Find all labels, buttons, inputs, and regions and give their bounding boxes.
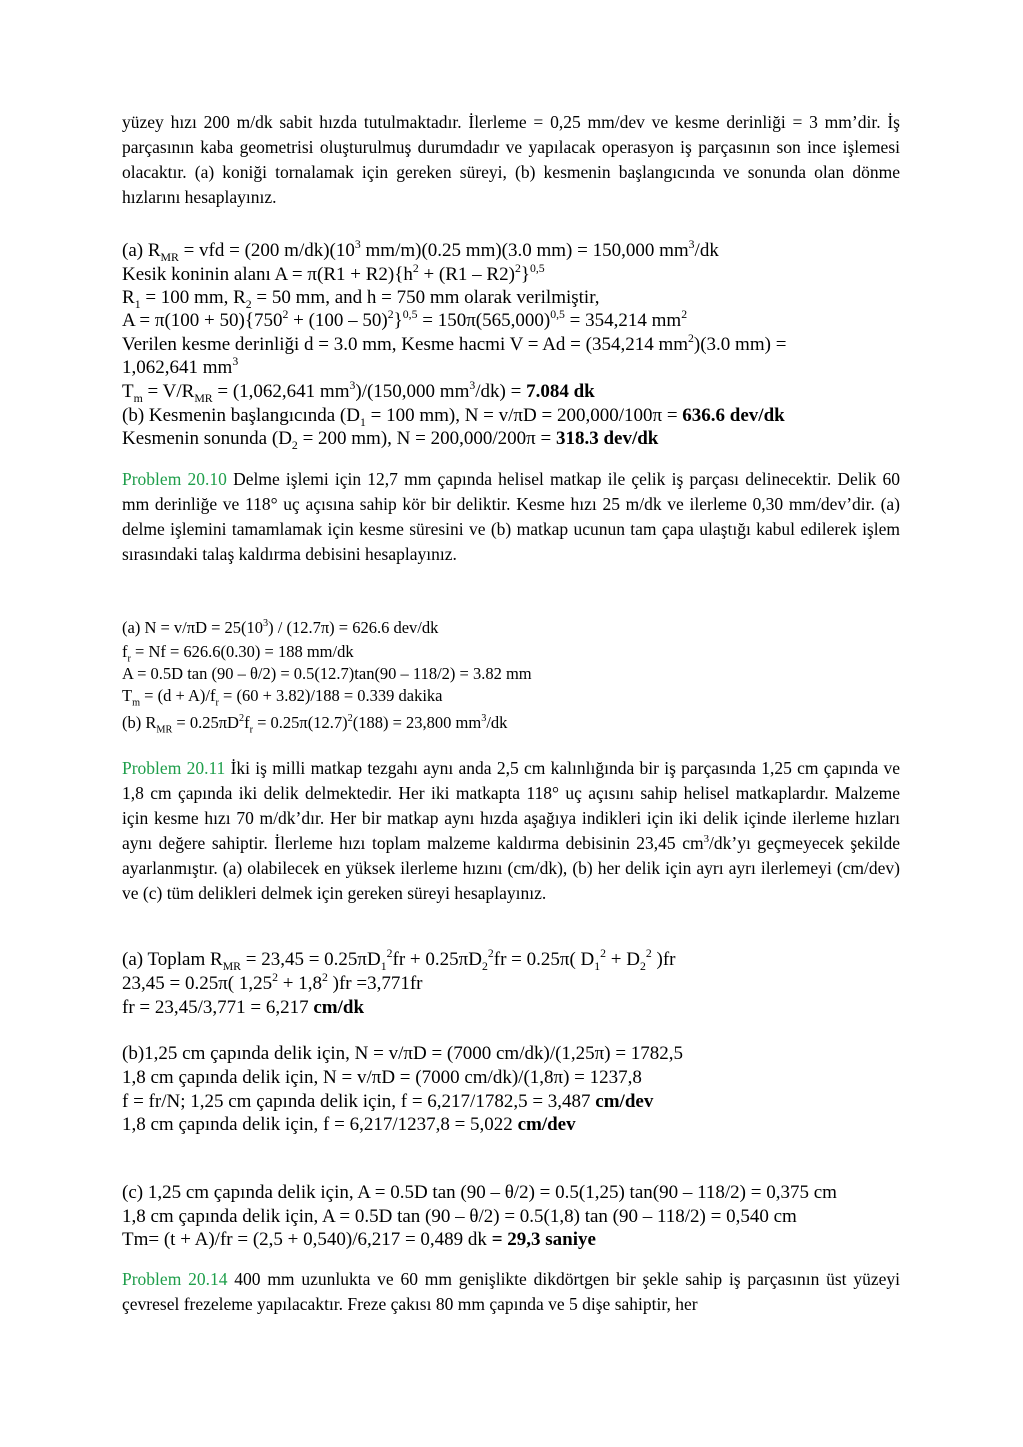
solution-a-line-2: Kesik koninin alanı $A = \pi(R1 + R2)\{h^2 + (R1 - R2)^2\}^{0,5}$: [122, 262, 545, 285]
p2011-b-line-3: f = fr/N; 1,25 cm çapında delik için, f = 6,217/1782,5 = 3,487 cm/dev: [122, 1091, 654, 1112]
p2011-c-line-3: Tm= (t + A)/fr = (2,5 + 0,540)/6,217 = 0,489 dk = 29,3 saniye: [122, 1229, 596, 1250]
p2010-solution-line-5: (b) $R_{MR} = 0.25\pi D^2f_r = 0.25\pi(12.7)^2(188) = 23,800$ $mm^3/dk$: [122, 713, 508, 736]
solution-b-line-1: (b) Kesmenin başlangıcında ($D_1 = 100$ mm), N = v/πD = 200,000/100π = 636.6 dev/dk: [122, 405, 785, 429]
problem-20-14-text: 400 mm uzunlukta ve 60 mm genişlikte dikdörtgen bir şekle sahip iş parçasının üst yüzeyi çevresel frezeleme yapılacaktır. Freze çakısı 80 mm çapında ve 5 dişe sahiptir, her: [122, 1269, 900, 1314]
p2011-a-line-1: (a) Toplam $R_{MR} = 23,45 = 0.25\pi D_1^2fr + 0.25\pi D_2^2fr = 0.25\pi$( $D_1^2 + D_2^2$ )fr: [122, 947, 676, 973]
p2011-a-line-3: fr = 23,45/3,771 = 6,217 cm/dk: [122, 997, 365, 1018]
problem-20-14-paragraph: [122, 1267, 900, 1317]
solution-a-line-5: Verilen kesme derinliği d = 3.0 mm, Kesme hacmi V = Ad = (354,214 $mm^2)(3.0$ mm) =: [122, 332, 787, 355]
solution-a-line-3: $R_1 = 100$ mm, $R_2 = 50$ mm, and h = 750 mm olarak verilmiştir,: [122, 287, 600, 311]
p2010-solution-line-1: (a) $N = v/\pi D = 25(10^3) / (12.7\pi) = 626.6$ dev/dk: [122, 618, 439, 637]
solution-a-line-7: $T_m = V/R_{MR} = (1,062,641$ $mm^3)/(150,000$ $mm^3/dk) = 7.084$ dk: [122, 379, 595, 405]
p2010-solution-line-3: A = 0.5D tan (90 – θ/2) = 0.5(12.7)tan(90 – 118/2) = 3.82 mm: [122, 664, 532, 683]
problem-20-11-paragraph: [122, 756, 900, 906]
problem-20-10-label: Problem 20.10: [122, 469, 227, 489]
problem-20-10-text: Delme işlemi için 12,7 mm çapında helisel matkap ile çelik iş parçası delinecektir. Delik 60 mm derinliğe ve 118° uç açısına sahip kör bir deliktir. Kesme hızı 25 m/dk ve ilerleme 0,30 mm/dev’dir. (a) delme işlemini tamamlamak için kesme süresini ve (b) matkap ucunun tam çapa ulaştığı kabul edilerek işlem sırasındaki talaş kaldırma debisini hesaplayınız.: [122, 469, 900, 564]
p2011-b-line-1: (b)1,25 cm çapında delik için, N = v/πD = (7000 cm/dk)/(1,25π) = 1782,5: [122, 1043, 684, 1064]
p2010-solution-line-4: $T_m = (d + A)/f_r = (60 + 3.82)/188 = 0.339$ dakika: [122, 686, 443, 709]
p2011-b-line-2: 1,8 cm çapında delik için, N = v/πD = (7000 cm/dk)/(1,8π) = 1237,8: [122, 1067, 642, 1088]
problem-20-11-text: İki iş milli matkap tezgahı aynı anda 2,5 cm kalınlığında bir iş parçasında 1,25 cm çapında ve 1,8 cm çapında iki delik delmektedir. Her iki matkapta 118° uç açısını sahip helisel matkaplardır. Malzeme için kesme hızı 70 m/dk’dır. Her bir matkap aynı hızda aşağıya indikleri için iki delik içinde ilerleme hızları aynı değere sahiptir. İlerleme hızı toplam malzeme kaldırma debisinin 23,45 $cm^3/dk’yı$ geçmeyecek şekilde ayarlanmıştır. (a) olabilecek en yüksek ilerleme hızını (cm/dk), (b) her delik için ayrı ayrı ilerlemeyi (cm/dev) ve (c) tüm delikleri delmek için gereken süreyi hesaplayınız.: [122, 758, 901, 903]
p2011-b-line-4: 1,8 cm çapında delik için, f = 6,217/1237,8 = 5,022 cm/dev: [122, 1114, 576, 1135]
p2010-solution-line-2: $f_r = Nf = 626.6(0.30) = 188$ mm/dk: [122, 642, 354, 665]
p2011-c-line-2: 1,8 cm çapında delik için, A = 0.5D tan (90 – θ/2) = 0.5(1,8) tan (90 – 118/2) = 0,540 cm: [122, 1206, 797, 1227]
solution-a-line-4: $A = \pi(100 + 50)\{750^2 + (100 - 50)^2\}^{0,5} = 150\pi(565,000)^{0,5} = 354,214$ $mm^2$: [122, 308, 688, 331]
solution-a-line-6: 1,062,641 $mm^3$: [122, 355, 239, 378]
intro-paragraph: yüzey hızı 200 m/dk sabit hızda tutulmaktadır. İlerleme = 0,25 mm/dev ve kesme derinliği = 3 mm’dir. İş parçasının kaba geometrisi oluşturulmuş durumdadır ve yapılacak operasyon iş parçasının son ince işlemesi olacaktır. (a) koniği tornalamak için gereken süreyi, (b) kesmenin başlangıcında ve sonunda olan dönme hızlarını hesaplayınız.: [122, 112, 900, 207]
p2011-a-line-2: 23,45 = 0.25π( $1,25^2 + 1,8^2$ )fr =3,771fr: [122, 971, 423, 994]
p2011-c-line-1: (c) 1,25 cm çapında delik için, A = 0.5D tan (90 – θ/2) = 0.5(1,25) tan(90 – 118/2) = 0,375 cm: [122, 1182, 837, 1203]
problem-20-10-paragraph: [122, 467, 900, 567]
solution-a-line-1: (a) $R_{MR}$ = vfd = (200 $m/dk)(10^3$ mm/m)(0.25 mm)(3.0 mm) = 150,000 $mm^3/dk$: [122, 238, 719, 264]
problem-20-11-label: Problem 20.11: [122, 758, 226, 778]
solution-b-line-2: Kesmenin sonunda ($D_2 = 200$ mm), N = 200,000/200π = 318.3 dev/dk: [122, 428, 659, 452]
problem-20-14-label: Problem 20.14: [122, 1269, 228, 1289]
